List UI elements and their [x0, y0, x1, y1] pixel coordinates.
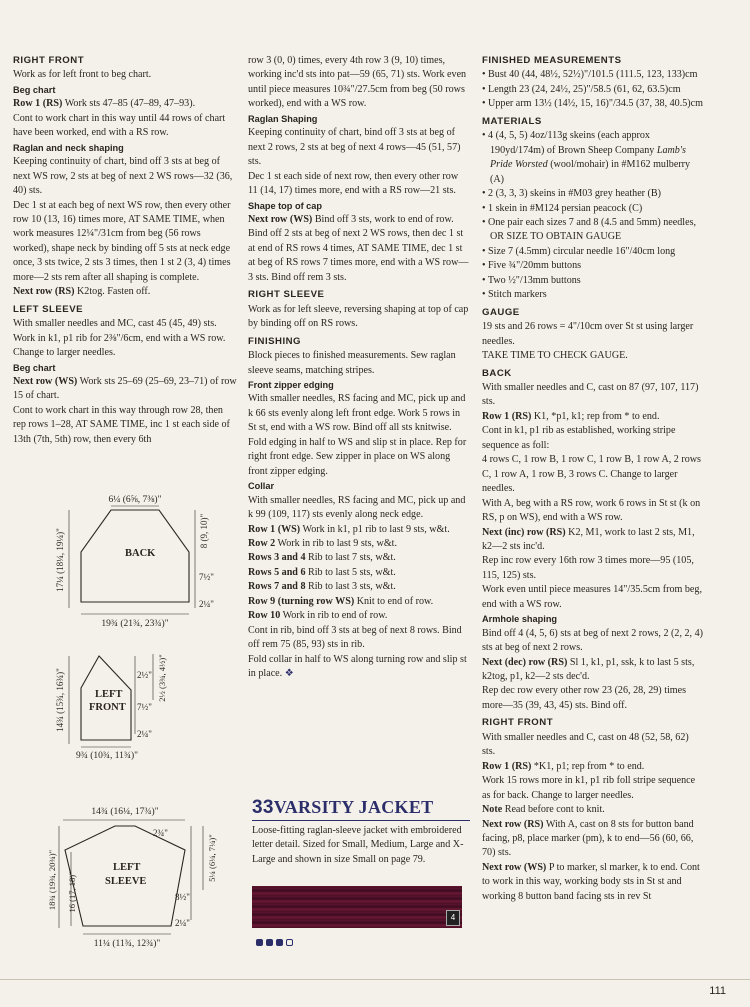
paragraph: Next row (WS) P to marker, sl marker, k to end. Cont to work in this way, working body sts in St st and working 8 button band facing sts in rev St: [482, 861, 700, 902]
paragraph: Cont to work chart in this way through row 28, then rep rows 1–28, AT SAME TIME, inc 1 st each side of 13th (7th, 5th) row, then every 6th: [13, 404, 230, 445]
list-item: • Size 7 (4.5mm) circular needle 16"/40cm long: [482, 245, 676, 257]
list-item: • 1 skein in #M124 persian peacock (C): [482, 202, 643, 214]
paragraph: Work even until piece measures 14"/35.5cm from beg, end with a WS row.: [482, 584, 702, 610]
paragraph: Cont in rib, bind off 3 sts at beg of next 8 rows. Bind off rem 75 (85, 93) sts in rib.: [248, 624, 462, 651]
paragraph: With smaller needles and C, cast on 87 (97, 107, 117) sts.: [482, 381, 699, 408]
paragraph: Row 2 Work in rib to last 9 sts, w&t.: [248, 537, 398, 549]
paragraph: With smaller needles, RS facing and MC, pick up and k 99 (109, 117) sts evenly along neck edge.: [248, 494, 466, 521]
paragraph: Row 1 (RS) *K1, p1; rep from * to end.: [482, 760, 645, 772]
back-label: BACK: [125, 548, 156, 559]
sleeve-label-1: LEFT: [113, 862, 141, 873]
subheading: Beg chart: [13, 84, 56, 95]
paragraph: Dec 1 st at each beg of next WS row, then every other row 10 (13, 16) times more, AT SAME TIME, when work measures 12¼"/31cm from beg (56 rows worked), shape neck by binding off 5 sts at neck edge once, 3 sts twice, 2 sts 3 times, then 1 st 2 (3, 4) times more—2 sts rem after all shaping is complete.: [13, 199, 231, 283]
front-r2-dim: 7½": [137, 702, 152, 712]
back-heading: BACK: [482, 367, 512, 379]
sleeve-top-dim: 14¾ (16¼, 17¾)": [91, 807, 159, 817]
subheading: Collar: [248, 481, 275, 492]
paragraph: Next (dec) row (RS) Sl 1, k1, p1, ssk, k to last 5 sts, k2tog, p1, k2—2 sts dec'd.: [482, 656, 695, 683]
paragraph: Work as for left sleeve, reversing shaping at top of cap by binding off on RS rows.: [248, 303, 469, 330]
back-right-dim: 8 (9, 10)": [199, 513, 209, 549]
paragraph: Cont to work chart in this way until 44 rows of chart have been worked, end with a RS row.: [13, 112, 226, 139]
back-right-mid-dim: 7½": [199, 572, 214, 582]
paragraph: row 3 (0, 0) times, every 4th row 3 (9, 10) times, working inc'd sts into pat—59 (65, 71) sts. Work even until piece measures 10¾"/27.5cm from beg (50 rows worked), end with a WS row.: [248, 55, 467, 110]
paragraph: With smaller needles and C, cast on 48 (52, 58, 62) sts.: [482, 731, 689, 758]
left-sleeve-heading: LEFT SLEEVE: [13, 303, 84, 315]
front-rr-dim: 2½ (3¾, 4½)": [157, 654, 167, 702]
paragraph: Work 15 rows more in k1, p1 rib foll stripe sequence as for back. Change to larger needles.: [482, 775, 696, 801]
yarn-swatch-image: [252, 886, 462, 928]
pattern-header: [252, 797, 470, 877]
sleeve-rr-dim: 5¼ (6¼, 7¼)": [207, 834, 217, 882]
subheading: Raglan and neck shaping: [13, 142, 124, 153]
paragraph: Rows 7 and 8 Rib to last 3 sts, w&t.: [248, 581, 396, 593]
paragraph: 4 rows C, 1 row B, 1 row C, 1 row B, 1 row A, 2 rows C, 1 row A, 1 row B, 3 rows C. Change to larger needles.: [482, 454, 701, 495]
column-1: [13, 54, 238, 447]
list-item: • Length 23 (24, 24½, 25)"/58.5 (61, 62, 63.5)cm: [482, 83, 681, 95]
sleeve-label-2: SLEEVE: [105, 876, 147, 887]
subheading: Beg chart: [13, 362, 56, 373]
right-front-heading: RIGHT FRONT: [13, 55, 85, 66]
front-r3-dim: 2¼": [137, 729, 152, 739]
finished-measurements-heading: FINISHED MEASUREMENTS: [482, 55, 622, 66]
finishing-heading: FINISHING: [248, 335, 302, 347]
paragraph: Rep inc row every 16th row 3 times more—95 (105, 115, 125) sts.: [482, 555, 694, 581]
sleeve-r1-dim: 2¾": [153, 828, 168, 838]
front-r1-dim: 2½": [137, 670, 152, 680]
left-front-schematic: [55, 650, 235, 760]
paragraph: Row 10 Work in rib to end of row.: [248, 610, 388, 622]
list-item: • 2 (3, 3, 3) skeins in #M03 grey heather (B): [482, 188, 662, 200]
list-item: • Bust 40 (44, 48½, 52½)"/101.5 (111.5, 123, 133)cm: [482, 69, 698, 81]
front-left-dim: 14¾ (15¾, 16¾)": [55, 668, 65, 732]
subheading: Raglan Shaping: [248, 113, 318, 124]
left-sleeve-schematic: [47, 800, 235, 950]
paragraph: Note Read before cont to knit.: [482, 804, 605, 816]
paragraph: With smaller needles, RS facing and MC, pick up and k 66 sts evenly along left front edge. Work 5 rows in St st, end with a WS row. Bind off all sts knitwise. Fold edging in half to WS and slip st in place. Rep for right front edge. Sew zipper in place on WS along front zipper edging.: [248, 393, 467, 477]
paragraph: Next (inc) row (RS) K2, M1, work to last 2 sts, M1, k2—2 sts inc'd.: [482, 526, 695, 552]
paragraph: 19 sts and 26 rows = 4"/10cm over St st using larger needles.: [482, 321, 694, 347]
front-bottom-dim: 9¾ (10¾, 11¾)": [75, 751, 139, 761]
paragraph: With smaller needles and MC, cast 45 (45, 49) sts. Work in k1, p1 rib for 2⅜"/6cm, end with a WS row. Change to larger needles.: [13, 318, 226, 359]
paragraph: Cont in k1, p1 rib as established, working stripe sequence as foll:: [482, 425, 676, 451]
paragraph: Next row (RS) With A, cast on 8 sts for button band facing, p8, place marker (pm), k to end—56 (60, 66, 70) sts.: [482, 818, 694, 859]
paragraph: Next row (WS) Work sts 25–69 (25–69, 23–71) of row 15 of chart.: [13, 375, 237, 402]
gauge-heading: GAUGE: [482, 306, 520, 318]
sleeve-bottom-dim: 11¼ (11¾, 12¾)": [93, 939, 161, 949]
pattern-description: Loose-fitting raglan-sleeve jacket with embroidered letter detail. Sized for Small, Medium, Large and X-Large and shown in size Small on page 79.: [252, 825, 464, 865]
sleeve-r2-dim: 8½": [175, 892, 190, 902]
back-schematic: [55, 490, 235, 630]
paragraph: Next row (WS) Bind off 3 sts, work to end of row.: [248, 213, 454, 225]
paragraph: Keeping continuity of chart, bind off 3 sts at beg of next 2 rows, 2 sts at beg of next 4 rows—45 (51, 57) sts.: [248, 127, 461, 168]
pattern-title: 33VARSITY JACKET: [252, 797, 470, 821]
page-number: 111: [709, 985, 726, 997]
subheading: Shape top of cap: [248, 200, 323, 211]
paragraph: Next row (RS) K2tog. Fasten off.: [13, 286, 151, 298]
paragraph: Dec 1 st each side of next row, then every other row 11 (14, 17) times more, end with a RS row—21 sts.: [248, 170, 459, 197]
back-bottom-dim: 19¾ (21¾, 23¾)": [101, 619, 169, 629]
paragraph: Bind off 4 (4, 5, 6) sts at beg of next 2 rows, 2 (2, 2, 4) sts at beg of next 2 rows.: [482, 627, 704, 654]
list-item: • Stitch markers: [482, 289, 547, 301]
paragraph: Row 9 (turning row WS) Knit to end of row.: [248, 595, 434, 607]
paragraph: Work as for left front to beg chart.: [13, 69, 152, 81]
paragraph: Row 1 (RS) Work sts 47–85 (47–89, 47–93).: [13, 98, 196, 110]
sleeve-r3-dim: 2¼": [175, 918, 190, 928]
list-item: • Upper arm 13½ (14½, 15, 16)"/34.5 (37, 38, 40.5)cm: [482, 98, 703, 110]
paragraph: Keeping continuity of chart, bind off 3 sts at beg of next WS row, 2 sts at beg of next 2 WS rows—32 (36, 40) sts.: [13, 156, 233, 197]
right-sleeve-heading: RIGHT SLEEVE: [248, 289, 325, 301]
paragraph: Block pieces to finished measurements. Sew raglan sleeve seams, matching stripes.: [248, 350, 456, 376]
subheading: Front zipper edging: [248, 379, 334, 390]
paragraph: Rep dec row every other row 23 (26, 28, 29) times more—35 (39, 43, 45) sts. Bind off.: [482, 685, 687, 711]
list-item: • Five ¾"/20mm buttons: [482, 260, 582, 272]
column-3: [482, 54, 704, 904]
paragraph: Bind off 2 sts at beg of next 2 WS rows, then dec 1 st at end of RS rows 4 times, AT SAME TIME, dec 1 st at beg of RS rows 7 times more, end with a WS row—3 sts. Bind off rem 3 sts.: [248, 228, 469, 283]
sleeve-left-inner-dim: 16 (17, 18)": [67, 871, 77, 913]
footer-rule: [0, 979, 750, 980]
materials-heading: MATERIALS: [482, 115, 542, 127]
paragraph: TAKE TIME TO CHECK GAUGE.: [482, 350, 628, 362]
list-item: • 4 (4, 5, 5) 4oz/113g skeins (each approx 190yd/174m) of Brown Sheep Company Lamb's Pride Worsted (wool/mohair) in #M162 mulberry (A): [482, 130, 691, 185]
paragraph: Row 1 (WS) Work in k1, p1 rib to last 9 sts, w&t.: [248, 523, 450, 535]
paragraph: Rows 3 and 4 Rib to last 7 sts, w&t.: [248, 552, 396, 564]
back-right-bot-dim: 2¼": [199, 599, 214, 609]
list-item: • One pair each sizes 7 and 8 (4.5 and 5mm) needles, OR SIZE TO OBTAIN GAUGE: [482, 216, 697, 243]
subheading: Armhole shaping: [482, 614, 558, 625]
right-front-heading-2: RIGHT FRONT: [482, 717, 554, 729]
back-left-dim: 17¼ (18¼, 19¼)": [55, 528, 65, 592]
paragraph: With A, beg with a RS row, work 6 rows in St st (k on RS, p on WS), end with a WS row.: [482, 497, 701, 524]
paragraph: Rows 5 and 6 Rib to last 5 sts, w&t.: [248, 566, 396, 578]
front-label-1: LEFT: [95, 689, 123, 700]
list-item: • Two ½"/13mm buttons: [482, 274, 581, 286]
sleeve-left-outer-dim: 18¾ (19¾, 20¾)": [47, 849, 57, 911]
paragraph: Fold collar in half to WS along turning row and slip st in place. ❖: [248, 653, 467, 680]
column-2: [248, 54, 470, 681]
front-label-2: FRONT: [89, 702, 126, 713]
swatch-tag: 4: [446, 910, 460, 926]
paragraph: Row 1 (RS) K1, *p1, k1; rep from * to end.: [482, 410, 660, 422]
skill-level-icon: [256, 939, 293, 946]
back-top-dim: 6¼ (6⅝, 7⅜)": [108, 495, 162, 505]
